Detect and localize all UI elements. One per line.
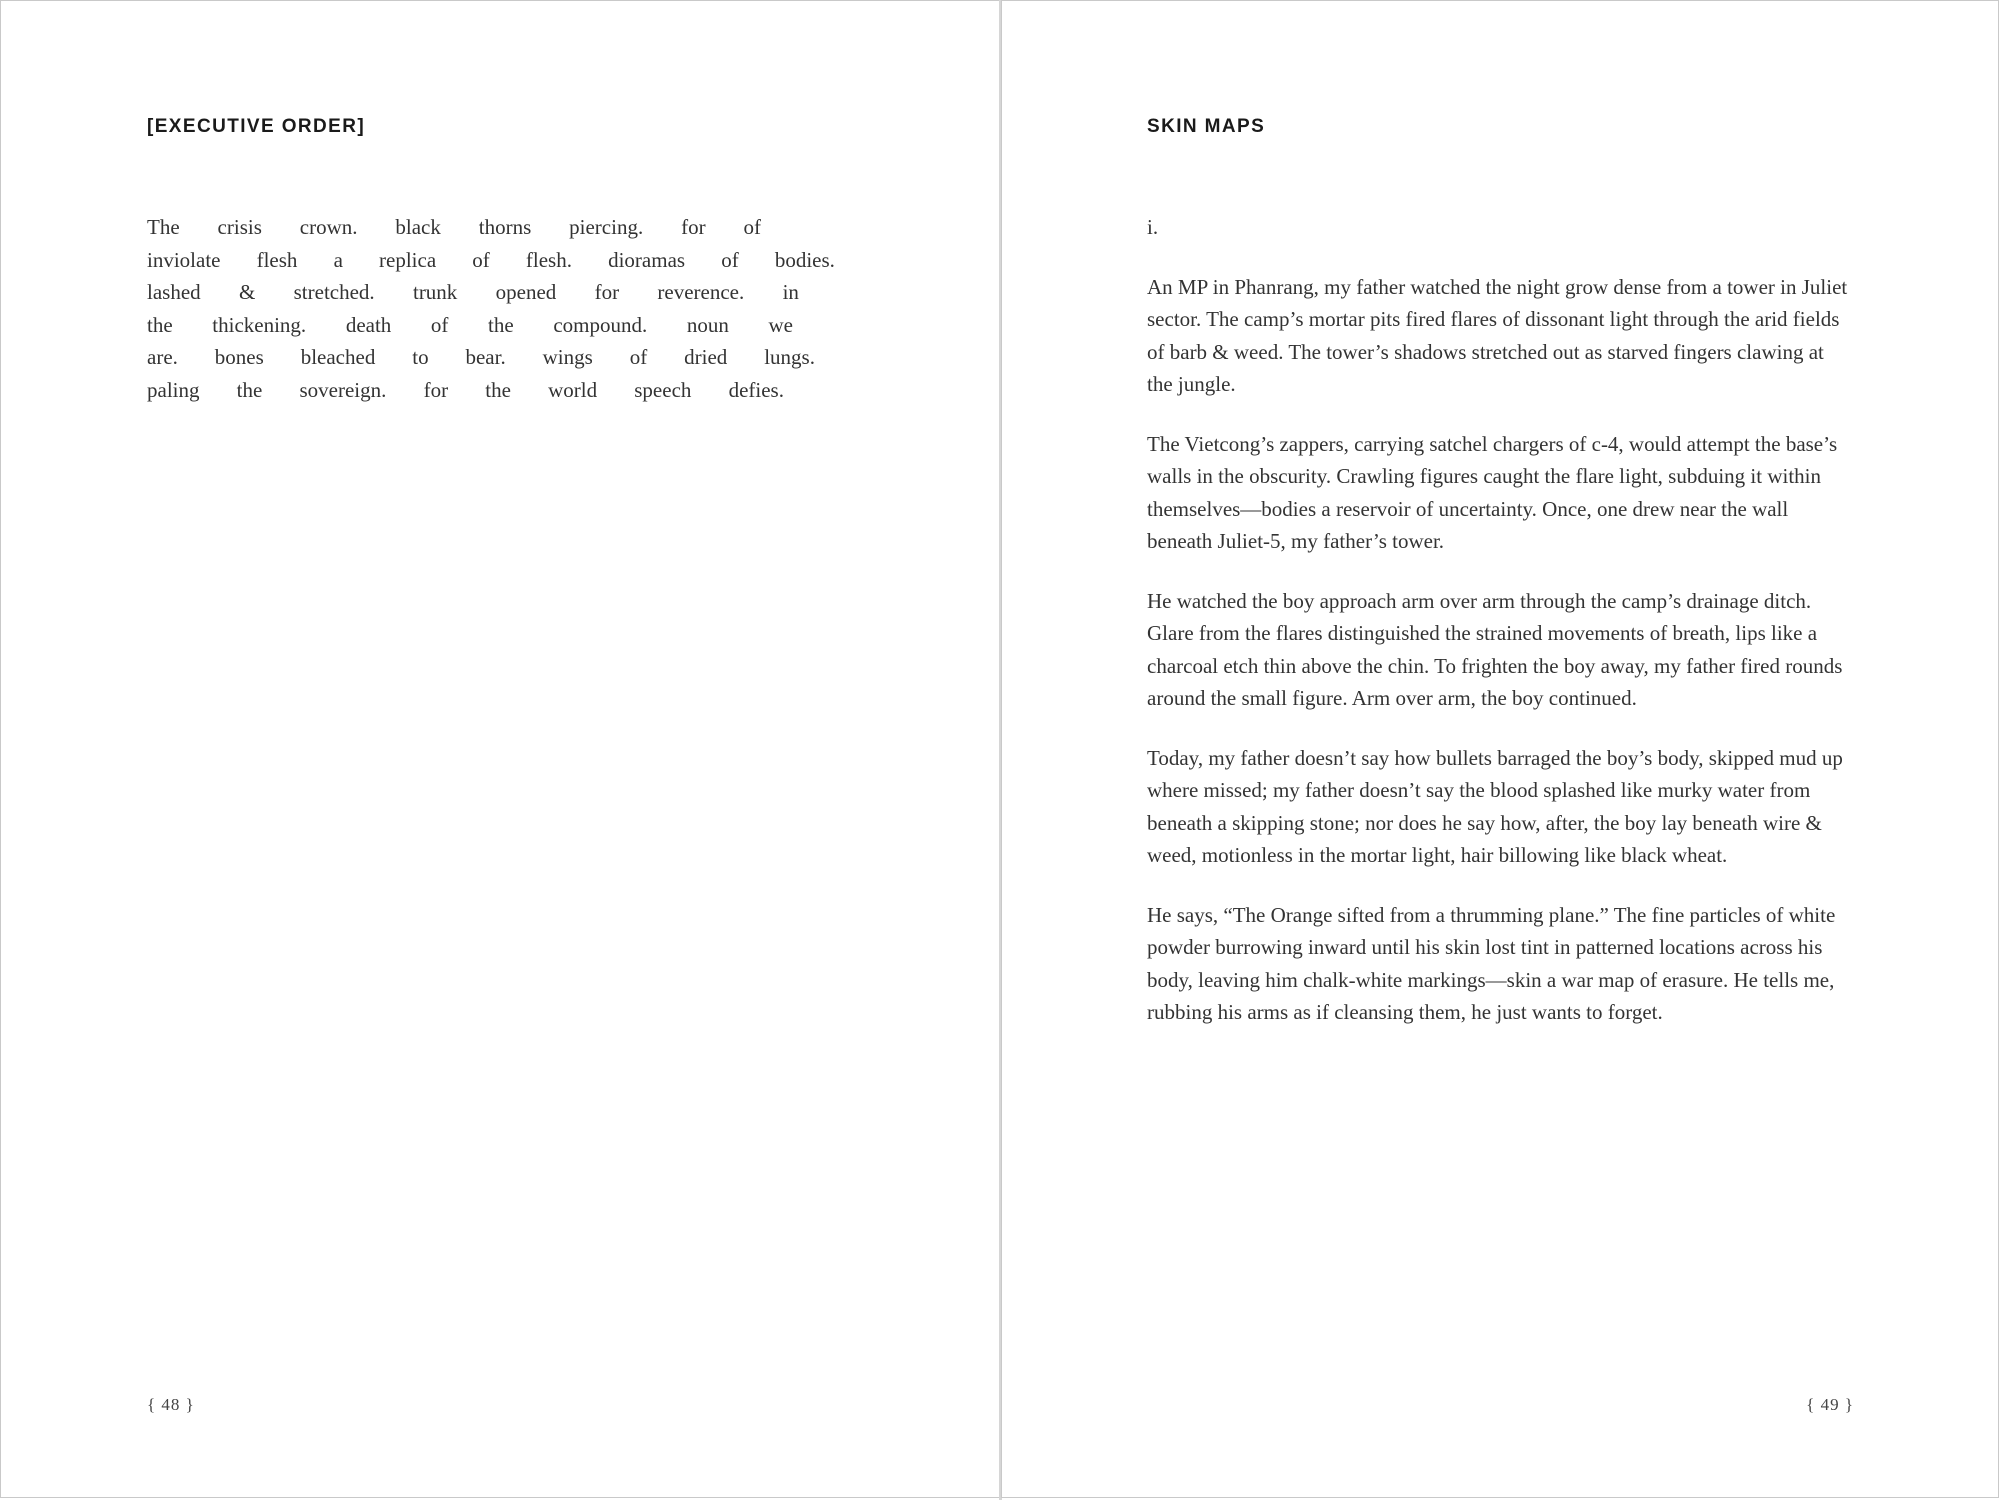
paragraph-5: He says, “The Orange sifted from a thrumming plane.” The fine particles of white powder burrowing inward until his skin lost tint in patterned locations across his body, leaving him chalk-white markings—skin a war map of erasure. He tells me, rubbing his arms as if cleansing them, he just wants to forget. [1147,902,1836,1024]
poem-word: the [236,377,263,402]
page-number-right: { 49 } [1806,1395,1854,1414]
paragraph-4: Today, my father doesn’t say how bullets barraged the boy’s body, skipped mud up where missed; my father doesn’t say the blood splashed like murky water from beneath a skipping stone; nor does he say how, after, the boy lay beneath wire & weed, motionless in the mortar light, hair billowing like black wheat. [1147,745,1843,867]
poem-word: for [423,377,449,402]
prose-body [1147,211,1852,1056]
poem-word: opened [495,280,557,304]
poem-word: flesh. [525,247,572,272]
poem-word: dioramas [608,247,686,272]
paragraph-3: He watched the boy approach arm over arm through the camp’s drainage ditch. Glare from the flares distinguished the strained movements of breath, lips like a charcoal etch thin above the chin. To frighten the boy away, my father fired rounds around the small figure. Arm over arm, the boy continued. [1147,588,1843,710]
poem-line [147,211,761,244]
poem-word: of [430,312,449,337]
poem-word: lungs. [764,345,815,369]
poem-word: bodies. [774,247,835,272]
poem-word: dried [684,345,728,369]
poem-word: for [681,215,706,239]
poem-word: compound. [553,312,648,337]
poem-word: defies. [728,377,784,402]
poem-word: sovereign. [299,377,387,402]
poem-word: trunk [412,280,458,304]
section-numeral: i. [1147,215,1159,239]
poem-title: [EXECUTIVE ORDER] [147,116,366,137]
poem-word: the [147,312,173,337]
poem-word: & [238,280,256,304]
poem-line [147,244,835,277]
poem-word: for [594,280,620,304]
poem-word: death [345,312,392,337]
poem-word: replica [379,247,437,272]
left-page [0,0,1000,1498]
poem-word: stretched. [293,280,375,304]
poem-word: we [768,312,793,337]
poem-word: of [721,247,739,272]
poem-word: noun [686,312,729,337]
poem-word: in [782,280,799,304]
poem-word: speech [634,377,692,402]
poem-word: world [548,377,598,402]
poem-body [147,211,837,406]
right-page [1001,0,1999,1498]
poem-word: inviolate [147,247,221,272]
page-number-left: { 48 } [147,1395,195,1414]
prose-title: SKIN MAPS [1147,116,1266,137]
poem-word: lashed [147,280,201,304]
poem-word: flesh [256,247,298,272]
poem-word: wings [542,345,593,369]
poem-word: paling [147,377,200,402]
poem-word: to [412,345,429,369]
poem-word: reverence. [657,280,745,304]
paragraph-2: The Vietcong’s zappers, carrying satchel chargers of c-4, would attempt the base’s walls in the obscurity. Crawling figures caught the flare light, subduing it within themselves—bodies a reservoir of uncertainty. Once, one drew near the wall beneath Juliet-5, my father’s tower. [1147,431,1838,553]
poem-word: the [485,377,511,402]
poem-word: bear. [465,345,506,369]
poem-word: piercing. [569,215,644,239]
poem-word: crown. [299,215,358,239]
poem-line [147,341,815,374]
poem-word: the [488,312,514,337]
poem-word: a [333,247,343,272]
poem-word: black [395,215,441,239]
poem-word: of [472,247,490,272]
poem-word: thickening. [212,312,307,337]
poem-line [147,276,799,309]
poem-word: bleached [300,345,376,369]
poem-word: are. [147,345,178,369]
poem-word: crisis [217,215,262,239]
poem-word: The [147,215,180,239]
poem-line [147,374,784,407]
poem-word: thorns [478,215,532,239]
poem-word: of [743,215,761,239]
poem-word: bones [214,345,264,369]
paragraph-1: An MP in Phanrang, my father watched the night grow dense from a tower in Juliet sector. The camp’s mortar pits fired flares of dissonant light through the arid fields of barb & weed. The tower’s shadows stretched out as starved fingers clawing at the jungle. [1147,274,1848,396]
poem-word: of [629,345,648,369]
poem-line [147,309,793,342]
